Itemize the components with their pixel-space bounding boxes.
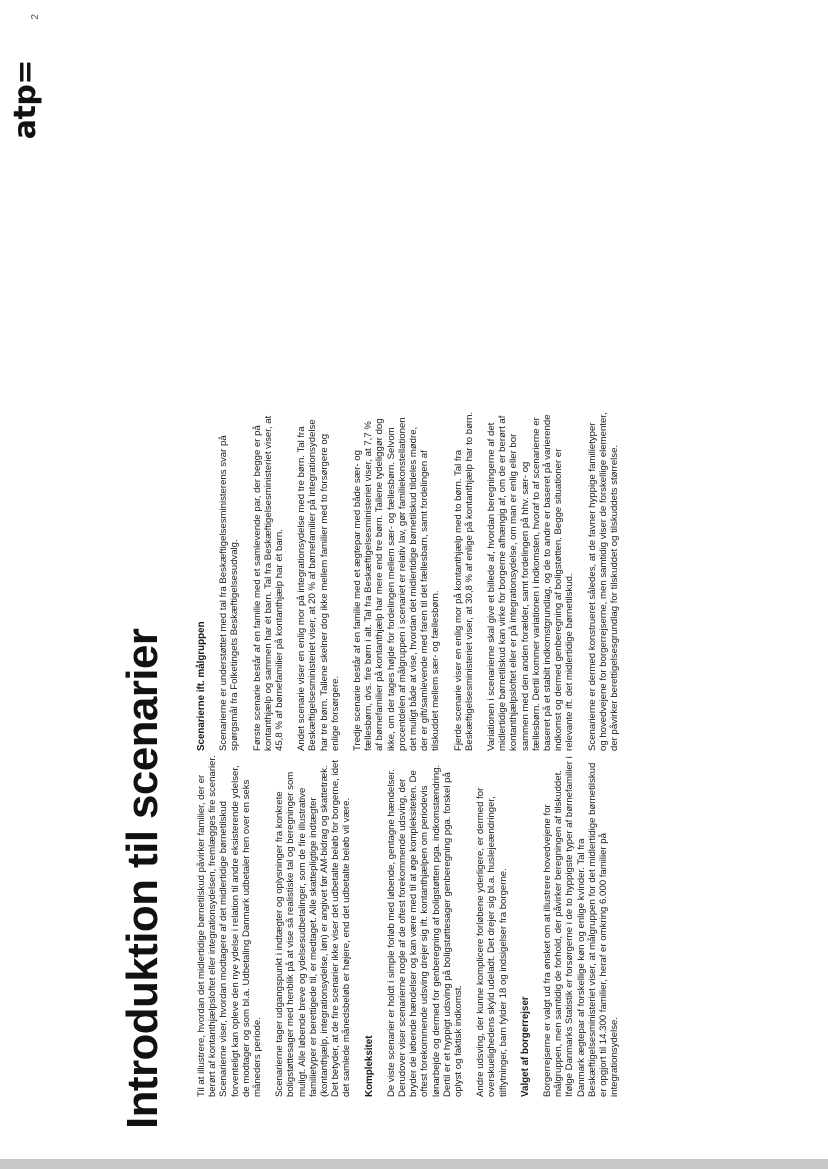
page-title: Introduktion til scenarier — [118, 628, 167, 1129]
page-margin-bar — [0, 1159, 828, 1169]
scenario-3-paragraph: Tredje scenarie består af en familie med et ægtepar med både sær- og fællesbørn, dvs. fire børn i alt. Tal fra Beskæftigelsesministeriet viser, at 7,7 % af børnefamilier på kontanthjælp har mere end tre børn. Tallene tydeliggør dog ikke, om der tages højde for fordelingen mellem sær- og fællesbørn. Selvom procentdelen af målgruppen i scenariet er relativ lav, gør familiekonstellationen det muligt både at vise, hvordan det midlertidige børnetilskud tildeles mødre, der er gift/samlevende med faren til det fællesbarn, samt fordelingen af tilskuddet mellem sær- og fællesbørn. — [352, 417, 442, 751]
citizen-journeys-paragraph: Borgerrejserne er valgt ud fra ønsket om at illustrere hovedvejene for målgruppen, men samtidig de forhold, der påvirker beregningen af tilskuddet. Ifølge Danmarks Statistik er forsørgerne i de to hyppigste typer af børnefamilier i Danmark ægtepar af forskellige køn og enlige kvinder. Tal fra Beskæftigelsesministeriet viser, at målgruppen for det midlertidige børnetilskud er opgjort til 14.300 familier, heraf er omkring 6.000 familier på integrationsydelse. — [542, 756, 621, 1097]
scenario-1-paragraph: Første scenarie består af en familie med et samlevende par, der begge er på kontanthjælp og sammen har ét barn. Tal fra Beskæftigelsesministeriet viser, at 45,8 % af børnefamilier på kontanthjælp har ét barn. — [251, 415, 286, 751]
left-column — [196, 755, 632, 1097]
scenario-4-paragraph: Fjerde scenarie viser en enlig mor på kontanthjælp med to børn. Tal fra Beskæftigelsesministeriet viser, at 30,8 % af enlige på kontanthjælp har to børn. — [452, 411, 475, 751]
complexity-paragraph: De viste scenarier er holdt i simple forløb med løbende, gentagne hændelser. Derudover viser scenarierne nogle af de oftest forekommende udsving, der bryder de løbende hændelser og kan være med til at øge kompleksiteten. De oftest forekommende udsving drejer sig ift. kontanthjælpen om periodevis lønarbejde og dermed for genberegning af boligstøtten pga. indkomstændring. Dertil er et hyppigt udsving på boligstøttesager genberegning pga. forskel på oplyst og faktisk indkomst. — [385, 764, 465, 1097]
heading-kompleksitet: Kompleksitet — [363, 1035, 375, 1097]
heading-valget-af-borgerrejser: Valget af borgerrejser — [519, 996, 531, 1097]
conclusion-paragraph: Scenarierne er dermed konstrueret således, at de favner hyppige familietyper og hovedvejene for borgerrejserne, men samtidig viser de forskellige elementer, der påvirker berettigelsesgrundlag for tilskuddet og tilskuddets størrelse. — [586, 412, 621, 751]
intro-paragraph: Til at illustrere, hvordan det midlertidige børnetilskud påvirker familier, der er berørt af kontanthjælpsloftet eller integrationsydelsen, fremlægges fire scenarier. Scenarierne viser, hvordan modtagere af det midlertidige børnetilskud forventeligt kan opleve den nye ydelse i relation til andre eksisterende ydelser, de modtager og som bl.a. Udbetaling Danmark udbetaler hen over en seks måneders periode. — [196, 755, 264, 1097]
variation-paragraph: Variationen i scenarierne skal give et billede af, hvordan beregningerne af det midlertidige børnetilskud kan virke for borgerne afhængig af, om de er berørt af kontanthjælpsloftet eller er på integrationsydelse, om man er enlig eller bor sammen med den anden forælder, samt fordelingen på hhv. sær- og fællesbørn. Dertil kommer variationen i indkomsten, hvoraf to af scenarierne er baseret på et stabilt indkomstgrundlag, og de to andre er baseret på varierende indkomst og dermed genberegning af boligstøtten. Begge situationer er relevante ift. det midlertidige børnetilskud. — [486, 414, 576, 751]
heading-scenarier-maalgruppen: Scenarierne ift. målgruppen — [196, 621, 207, 751]
scenario-2-paragraph: Andet scenarie viser en enlig mor på integrationsydelse med tre børn. Tal fra Beskæftigelsesministeriet viser, at 20 % af børnefamilier på integrationsydelse har tre børn. Tallene skelner dog ikke mellem familier med to forsørgere og enlige forsørgere. — [296, 419, 341, 751]
data-basis-paragraph: Scenarierne tager udgangspunkt i indtægter og oplysninger fra konkrete boligstøttesager med henblik på at vise så realistiske tal og beregninger som muligt. Alle løbende breve og ydelsesudbetalinger, som de fire illustrative familietyper er berettigede til, er medtaget. Alle skattepligtige indtægter (kontanthjælp, integrationsydelse, løn) er angivet før AM-bidrag og skattetræk. Det betyder, at de fire scenarier ikke viser det udbetalte beløb for borgerne, idet det samlede månedsbeløb er højere, end det udbetalte beløb vil være. — [274, 759, 353, 1097]
omitted-variations-paragraph: Andre udsving, der kunne komplicere forløbene yderligere, er dermed for overskuelighedens skyld udeladt. Det drejer sig bl.a. huslejeændringer, tilflytninger, barn fylder 18 og indsigelser fra borgerne. — [475, 787, 509, 1097]
scenario-support-paragraph: Scenarierne er understøttet med tal fra Beskæftigelsesministerens svar på spørgsmål fra Folketingets Beskæftigelsesudvalg. — [218, 435, 241, 751]
atp-logo: atp= — [8, 60, 43, 140]
right-column — [196, 411, 631, 751]
page-number: 2 — [30, 14, 41, 20]
